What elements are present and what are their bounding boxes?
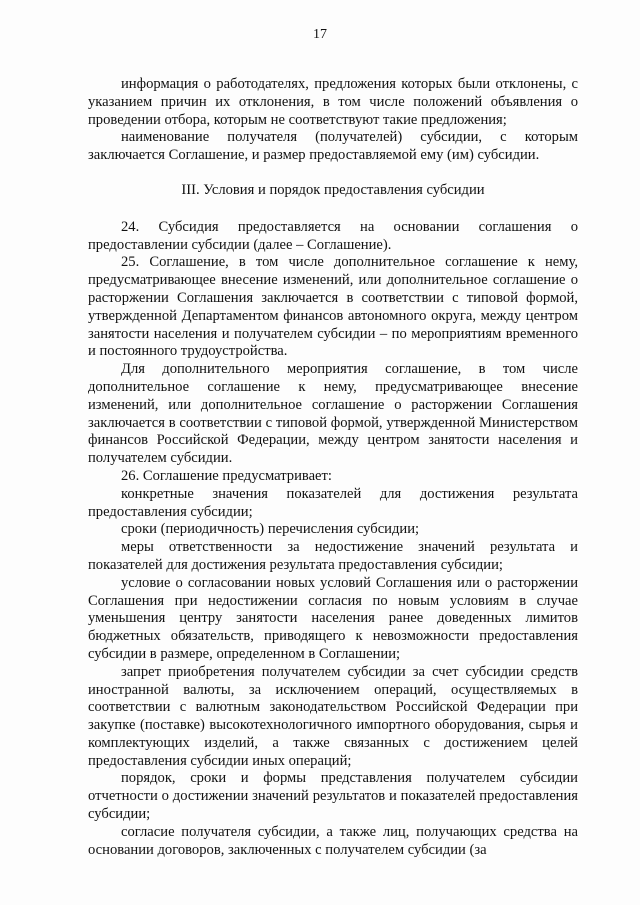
paragraph-recipient-consent: согласие получателя субсидии, а также лиц, получающих средства на основании договоров, заключенных с получателем субсидии (за [88,823,578,858]
paragraph-indicator-values: конкретные значения показателей для достижения результата предоставления субсидии; [88,485,578,520]
paragraph-recipient-name: наименование получателя (получателей) субсидии, с которым заключается Соглашение, и размер предоставляемой ему (им) субсидии. [88,129,578,164]
paragraph-24: 24. Субсидия предоставляется на основании соглашения о предоставлении субсидии (далее – Соглашение). [88,218,578,253]
paragraph-new-conditions: условие о согласовании новых условий Соглашения или о расторжении Соглашения при недостижении согласия по новым условиям в случае уменьшения центру занятости населения ранее доведенных лимитов бюджетных обязательств, приводящего к невозможности предоставления субсидии в размере, определенном в Соглашении; [88,574,578,662]
paragraph-26: 26. Соглашение предусматривает: [121,467,332,484]
paragraph-currency-prohibition: запрет приобретения получателем субсидии за счет субсидии средств иностранной валюты, за исключением операций, осуществляемых в соответствии с валютным законодательством Российской Федерации при закупке (поставке) высокотехнологичного импортного оборудования, сырья и комплектующих изделий, а также связанных с достижением целей предоставления субсидии иных операций; [88,663,578,769]
paragraph-reporting-procedure: порядок, сроки и формы представления получателем субсидии отчетности о достижении значений результатов и показателей предоставления субсидии; [88,770,578,823]
page-number: 17 [313,27,327,42]
document-body [88,76,578,859]
paragraph-25: 25. Соглашение, в том числе дополнительное соглашение к нему, предусматривающее внесение изменений, или дополнительное соглашение о расторжении Соглашения заключается в соответствии с типовой формой, утвержденной Департаментом финансов автономного округа, между центром занятости населения и получателем субсидии – по мероприятиям временного и постоянного трудоустройства. [88,254,578,360]
paragraph-additional-measure: Для дополнительного мероприятия соглашение, в том числе дополнительное соглашение к нему, предусматривающее внесение изменений, или дополнительное соглашение о расторжении Соглашения заключается в соответствии с типовой формой, утвержденной Министерством финансов Российской Федерации, между центром занятости населения и получателем субсидии. [88,361,578,467]
paragraph-transfer-terms: сроки (периодичность) перечисления субсидии; [121,521,420,538]
paragraph-rejected-employers-info: информация о работодателях, предложения которых были отклонены, с указанием причин их отклонения, в том числе положений объявления о проведении отбора, которым не соответствуют такие предложения; [88,76,578,128]
section-heading: III. Условия и порядок предоставления субсидии [181,181,485,198]
paragraph-responsibility-measures: меры ответственности за недостижение значений результата и показателей для достижения результата предоставления субсидии; [88,539,578,573]
